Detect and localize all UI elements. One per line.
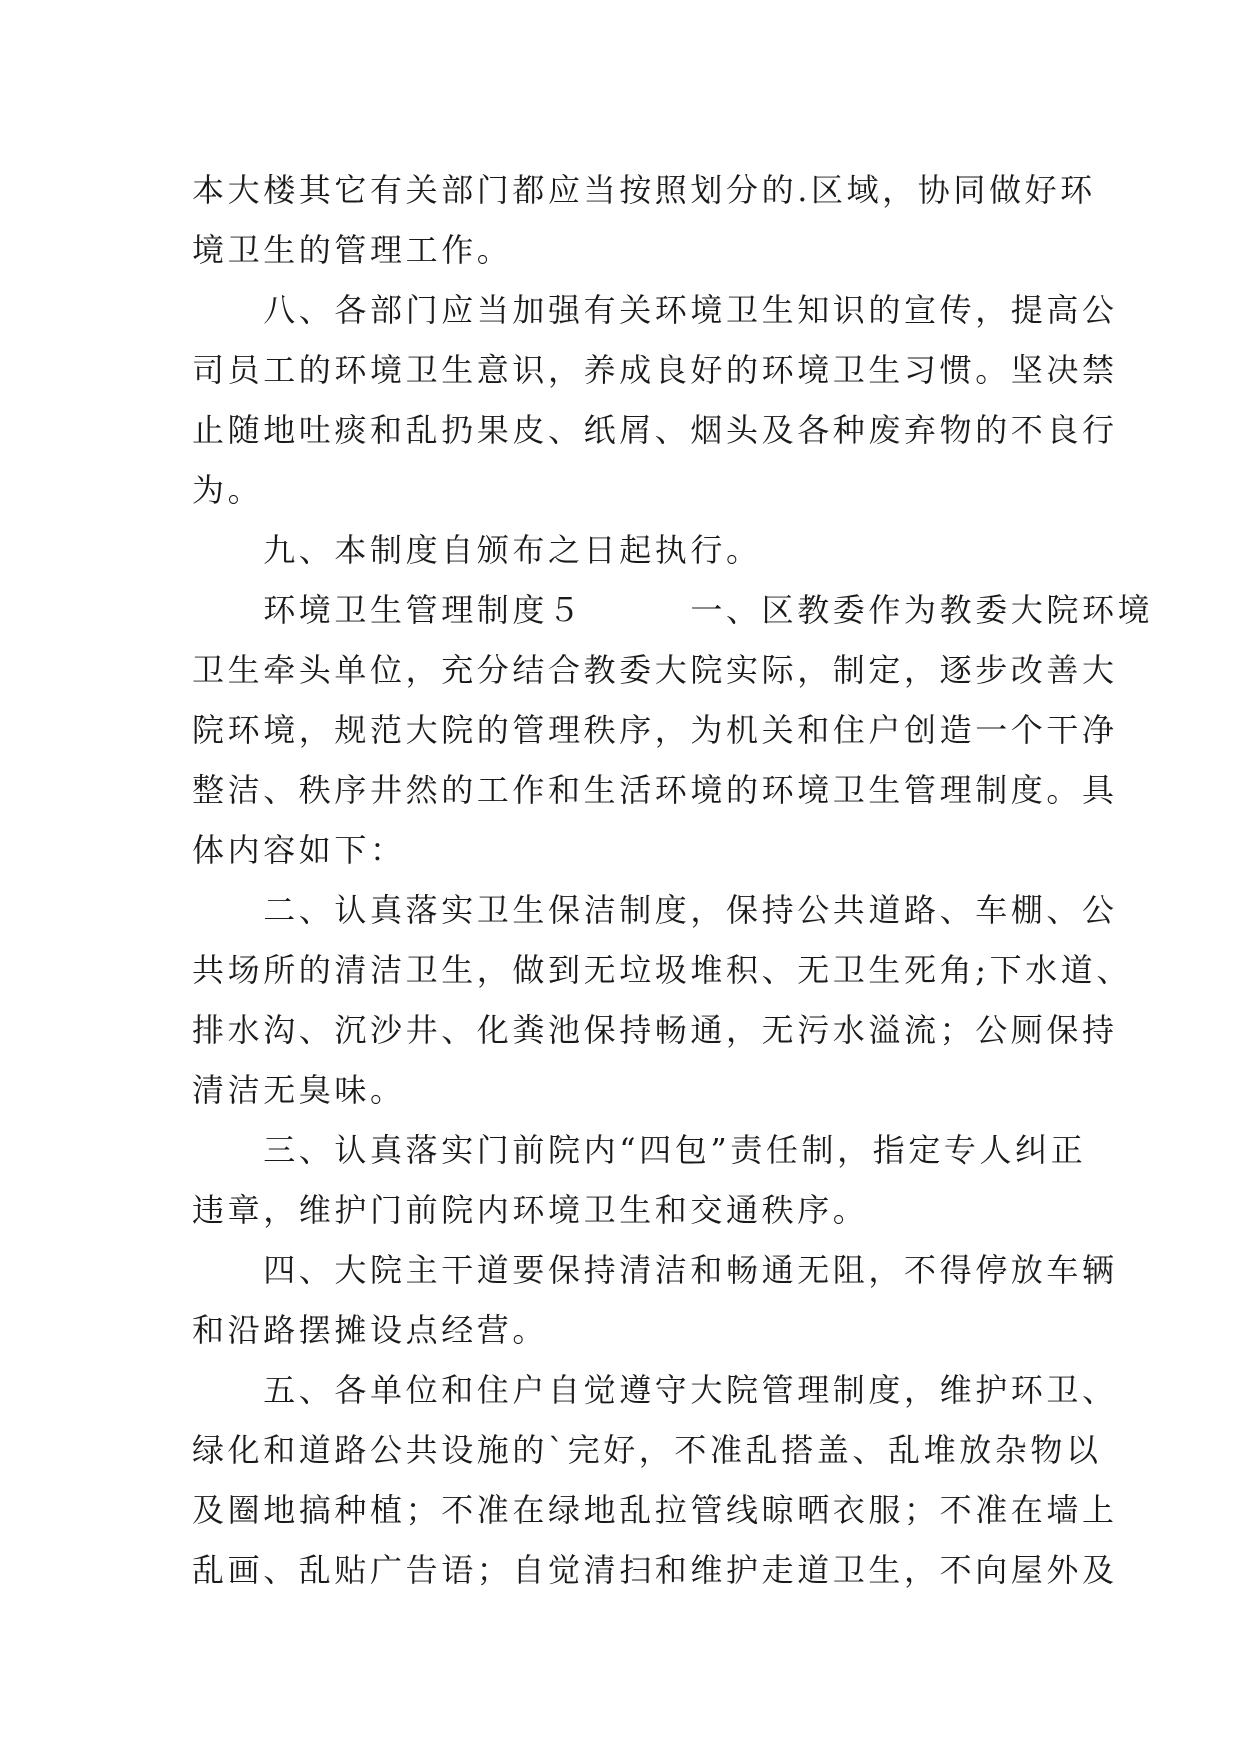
text-line: 卫生牵头单位，充分结合教委大院实际，制定，逐步改善大 (192, 651, 1118, 689)
text-line: 五、各单位和住户自觉遵守大院管理制度，维护环卫、 (192, 1371, 1118, 1409)
text-line: 共场所的清洁卫生，做到无垃圾堆积、无卫生死角;下水道、 (192, 951, 1132, 989)
text-line: 三、认真落实门前院内“四包”责任制，指定专人纠正 (192, 1131, 1087, 1169)
text-line: 九、本制度自颁布之日起执行。 (192, 531, 762, 569)
text-line: 违章，维护门前院内环境卫生和交通秩序。 (192, 1191, 869, 1229)
text-line: 和沿路摆摊设点经营。 (192, 1311, 549, 1349)
text-line: 及圈地搞种植；不准在绿地乱拉管线晾晒衣服；不准在墙上 (192, 1491, 1118, 1529)
text-line: 四、大院主干道要保持清洁和畅通无阻，不得停放车辆 (192, 1251, 1118, 1289)
text-line: 排水沟、沉沙井、化粪池保持畅通，无污水溢流；公厕保持 (192, 1011, 1118, 1049)
text-line: 止随地吐痰和乱扔果皮、纸屑、烟头及各种废弃物的不良行 (192, 411, 1118, 449)
text-line: 乱画、乱贴广告语；自觉清扫和维护走道卫生，不向屋外及 (192, 1551, 1118, 1589)
text-line: 为。 (192, 471, 264, 509)
text-line: 八、各部门应当加强有关环境卫生知识的宣传，提高公 (192, 291, 1118, 329)
text-line: 院环境，规范大院的管理秩序，为机关和住户创造一个干净 (192, 711, 1118, 749)
text-line: 绿化和道路公共设施的`完好，不准乱搭盖、乱堆放杂物以 (192, 1431, 1102, 1469)
text-line: 清洁无臭味。 (192, 1071, 406, 1109)
text-line: 境卫生的管理工作。 (192, 231, 513, 269)
text-line: 整洁、秩序井然的工作和生活环境的环境卫生管理制度。具 (192, 771, 1118, 809)
text-line: 司员工的环境卫生意识，养成良好的环境卫生习惯。坚决禁 (192, 351, 1118, 389)
text-line: 体内容如下： (192, 831, 406, 869)
text-line: 环境卫生管理制度５ 一、区教委作为教委大院环境 (192, 591, 1154, 629)
text-line: 二、认真落实卫生保洁制度，保持公共道路、车棚、公 (192, 891, 1118, 929)
text-line: 本大楼其它有关部门都应当按照划分的.区域，协同做好环 (192, 171, 1096, 209)
